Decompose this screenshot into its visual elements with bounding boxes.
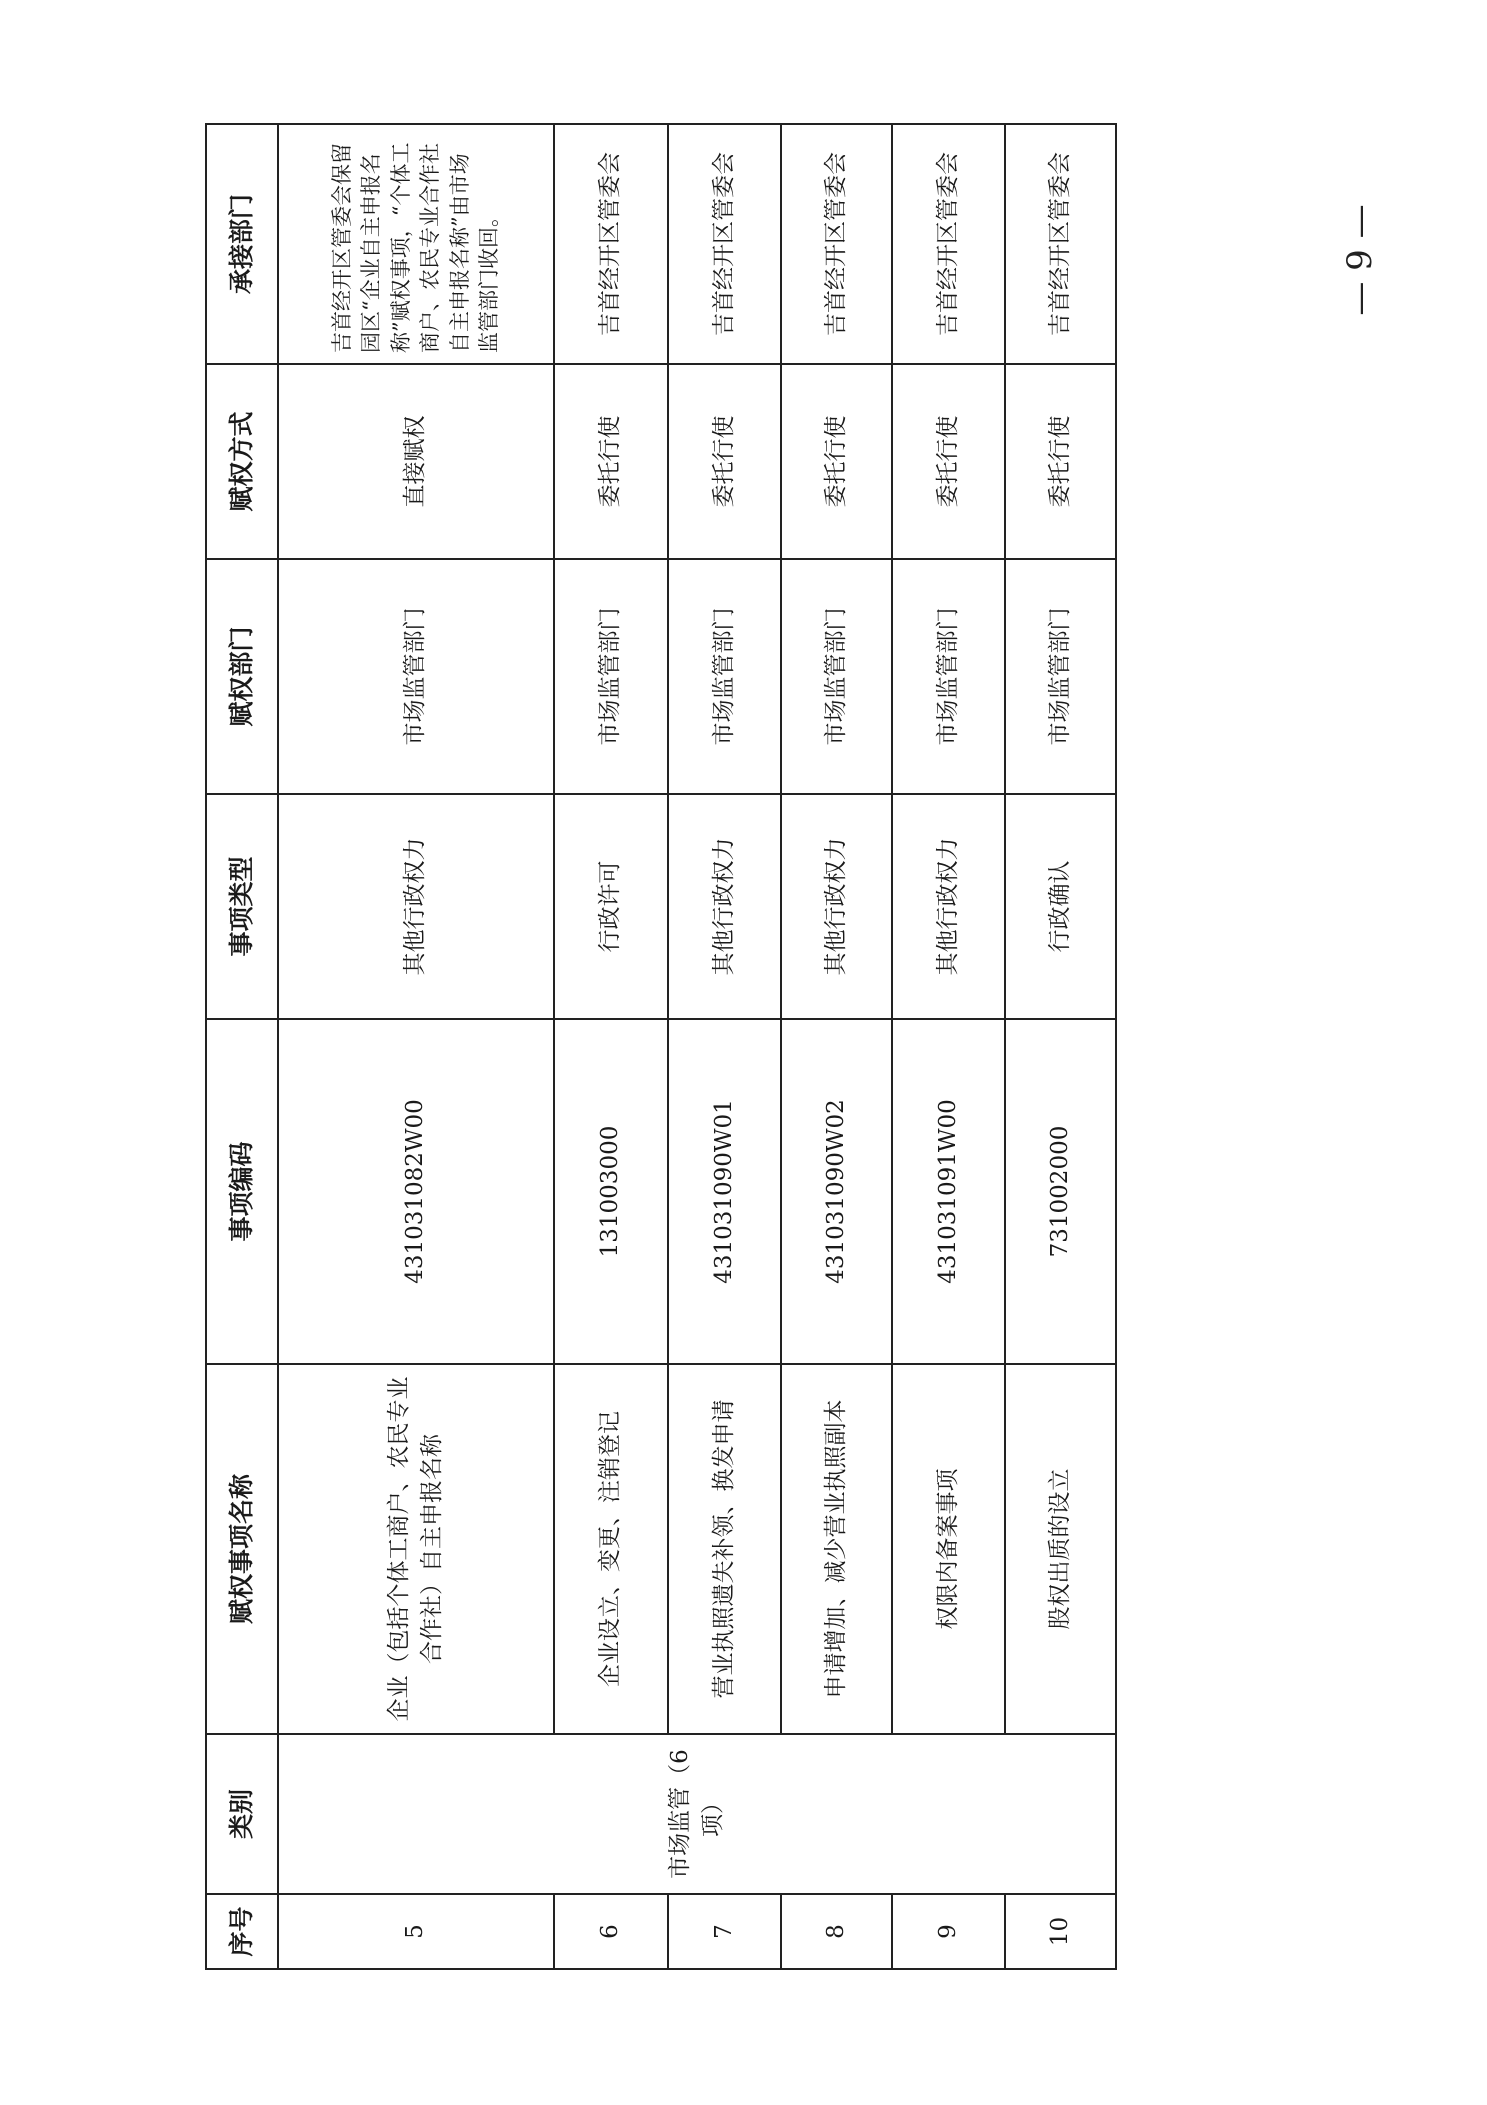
cell-grantor: 市场监管部门 — [781, 559, 892, 794]
table-row — [668, 124, 782, 1969]
cell-item-code: 131003000 — [554, 1019, 668, 1364]
authorization-table — [205, 123, 1117, 1970]
cell-grantor: 市场监管部门 — [892, 559, 1006, 794]
cell-receiver: 吉首经开区管委会 — [781, 124, 892, 364]
cell-item-name: 股权出质的设立 — [1005, 1364, 1116, 1734]
table-row — [554, 124, 668, 1969]
cell-item-type: 其他行政权力 — [668, 794, 782, 1019]
cell-item-type: 行政确认 — [1005, 794, 1116, 1019]
cell-method: 直接赋权 — [278, 364, 554, 559]
cell-item-name: 企业（包括个体工商户、农民专业合作社）自主申报名称 — [278, 1364, 554, 1734]
cell-item-name: 申请增加、减少营业执照副本 — [781, 1364, 892, 1734]
cell-item-code: 431031082W00 — [278, 1019, 554, 1364]
cell-receiver: 吉首经开区管委会 — [1005, 124, 1116, 364]
cell-receiver: 吉首经开区管委会 — [554, 124, 668, 364]
cell-grantor: 市场监管部门 — [1005, 559, 1116, 794]
cell-method: 委托行使 — [781, 364, 892, 559]
header-method: 赋权方式 — [206, 364, 278, 559]
cell-item-name: 权限内备案事项 — [892, 1364, 1006, 1734]
cell-method: 委托行使 — [892, 364, 1006, 559]
cell-method: 委托行使 — [554, 364, 668, 559]
cell-grantor: 市场监管部门 — [554, 559, 668, 794]
table-row — [1005, 124, 1116, 1969]
cell-item-code: 431031091W00 — [892, 1019, 1006, 1364]
cell-method: 委托行使 — [1005, 364, 1116, 559]
cell-grantor: 市场监管部门 — [278, 559, 554, 794]
cell-item-code: 731002000 — [1005, 1019, 1116, 1364]
cell-method: 委托行使 — [668, 364, 782, 559]
table-row — [781, 124, 892, 1969]
table-header-row — [206, 124, 278, 1969]
cell-receiver: 吉首经开区管委会保留园区“企业自主申报名称”赋权事项，“个体工商户、农民专业合作社自主申报名称”由市场监管部门收回。 — [278, 124, 554, 364]
cell-no: 8 — [781, 1894, 892, 1969]
rotated-table-wrapper — [205, 125, 1117, 1970]
cell-item-type: 其他行政权力 — [278, 794, 554, 1019]
header-grantor: 赋权部门 — [206, 559, 278, 794]
header-item-name: 赋权事项名称 — [206, 1364, 278, 1734]
table-row — [892, 124, 1006, 1969]
table-row — [278, 124, 554, 1969]
cell-item-code: 431031090W01 — [668, 1019, 782, 1364]
cell-no: 7 — [668, 1894, 782, 1969]
cell-item-type: 其他行政权力 — [781, 794, 892, 1019]
cell-item-type: 其他行政权力 — [892, 794, 1006, 1019]
cell-category: 市场监管（6项） — [278, 1734, 1116, 1894]
cell-no: 10 — [1005, 1894, 1116, 1969]
page-number: — 9 — — [1340, 204, 1380, 316]
header-item-code: 事项编码 — [206, 1019, 278, 1364]
cell-item-type: 行政许可 — [554, 794, 668, 1019]
header-receiver: 承接部门 — [206, 124, 278, 364]
cell-item-name: 营业执照遗失补领、换发申请 — [668, 1364, 782, 1734]
cell-grantor: 市场监管部门 — [668, 559, 782, 794]
header-category: 类别 — [206, 1734, 278, 1894]
cell-no: 9 — [892, 1894, 1006, 1969]
cell-item-code: 431031090W02 — [781, 1019, 892, 1364]
cell-receiver: 吉首经开区管委会 — [892, 124, 1006, 364]
cell-receiver: 吉首经开区管委会 — [668, 124, 782, 364]
cell-no: 5 — [278, 1894, 554, 1969]
cell-item-name: 企业设立、变更、注销登记 — [554, 1364, 668, 1734]
header-item-type: 事项类型 — [206, 794, 278, 1019]
header-no: 序号 — [206, 1894, 278, 1969]
cell-no: 6 — [554, 1894, 668, 1969]
